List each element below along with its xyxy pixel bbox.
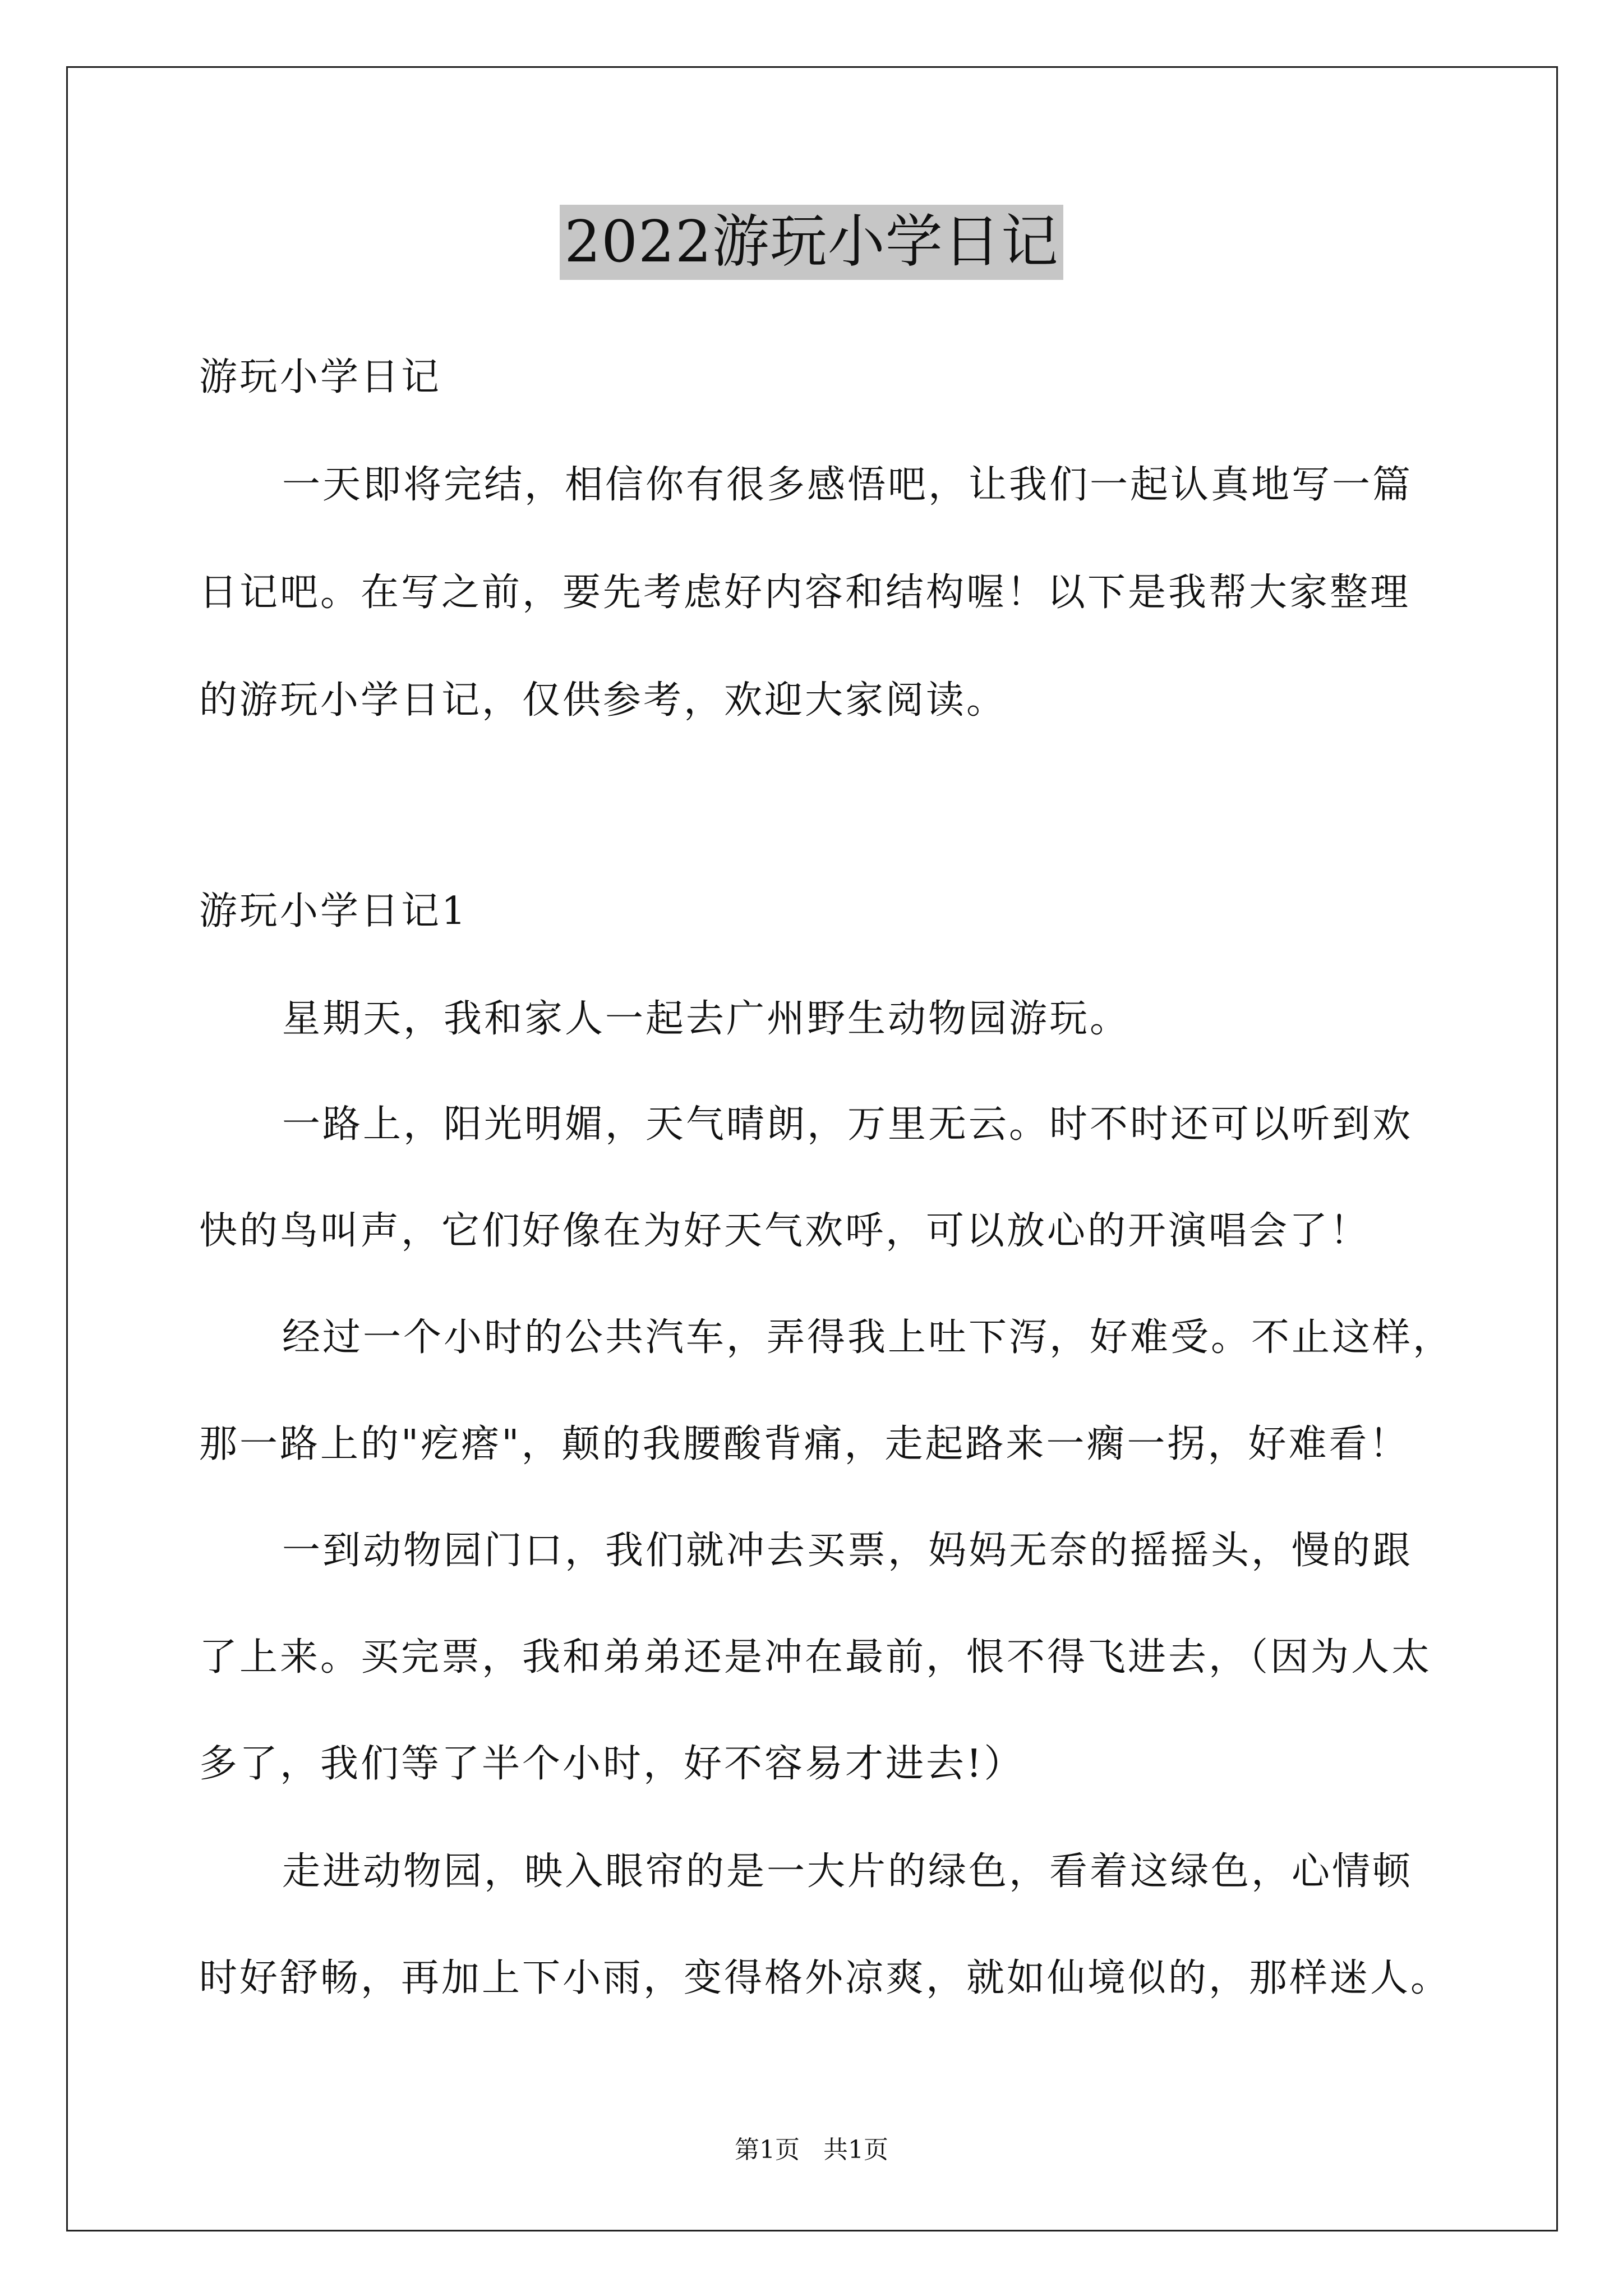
body-line: 了上来。买完票，我和弟弟还是冲在最前，恨不得飞进去，（因为人太 [199, 1635, 1432, 1680]
section-heading: 游玩小学日记1 [199, 889, 468, 933]
body-line: 多了，我们等了半个小时，好不容易才进去!） [199, 1742, 1025, 1786]
body-line: 快的鸟叫声，它们好像在为好天气欢呼，可以放心的开演唱会了！ [199, 1209, 1371, 1253]
title-container [0, 205, 1623, 280]
subheading: 游玩小学日记 [199, 355, 442, 399]
body-line: 经过一个小时的公共汽车，弄得我上吐下泻，好难受。不止这样， [282, 1315, 1454, 1360]
intro-line: 一天即将完结，相信你有很多感悟吧，让我们一起认真地写一篇 [282, 463, 1413, 507]
body-line: 一到动物园门口，我们就冲去买票，妈妈无奈的摇摇头，慢的跟 [282, 1529, 1413, 1573]
intro-line: 日记吧。在写之前，要先考虑好内容和结构喔！以下是我帮大家整理 [199, 570, 1411, 615]
body-line: 时好舒畅，再加上下小雨，变得格外凉爽，就如仙境似的，那样迷人。 [199, 1956, 1451, 2000]
body-line: 星期天，我和家人一起去广州野生动物园游玩。 [282, 997, 1131, 1041]
page-title: 2022游玩小学日记 [560, 205, 1063, 280]
page-footer: 第1页 共1页 [735, 2136, 888, 2164]
intro-line: 的游玩小学日记，仅供参考，欢迎大家阅读。 [199, 678, 1007, 723]
body-line: 走进动物园，映入眼帘的是一大片的绿色，看着这绿色，心情顿 [282, 1849, 1413, 1894]
body-line: 那一路上的"疙瘩"，颠的我腰酸背痛，走起路来一瘸一拐，好难看！ [199, 1422, 1410, 1466]
body-line: 一路上，阳光明媚，天气晴朗，万里无云。时不时还可以听到欢 [282, 1102, 1413, 1147]
